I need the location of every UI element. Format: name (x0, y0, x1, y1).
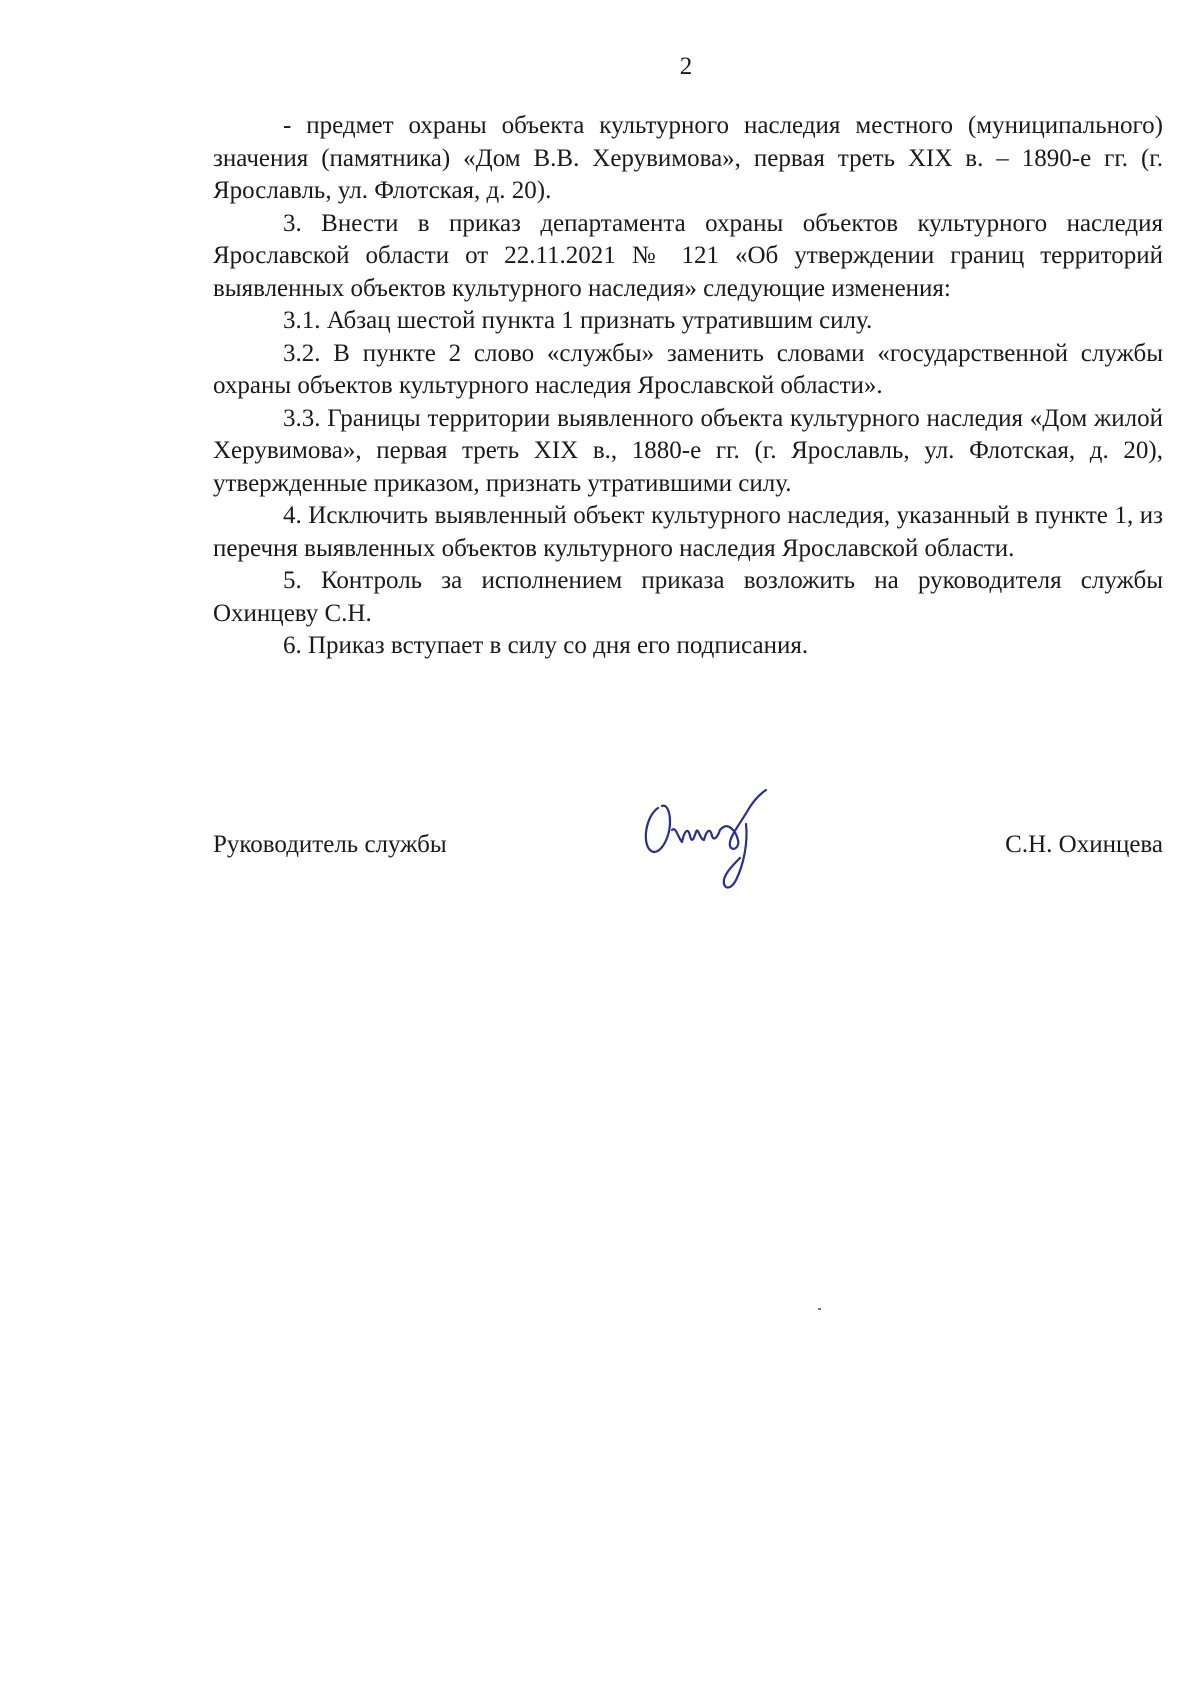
paragraph-6-effective: 6. Приказ вступает в силу со дня его подписания. (283, 632, 809, 659)
paragraph-3-3: 3.3. Границы территории выявленного объекта культурного наследия «Дом жилой Херувимова», первая треть XIX в., 1880-е гг. (г. Ярославль, ул. Флотская, д. 20), утвержденные приказом, признать утратившими силу. (213, 404, 1163, 497)
paragraph-4-exclude: 4. Исключить выявленный объект культурного наследия, указанный в пункте 1, из перечня выявленных объектов культурного наследия Ярославской области. (213, 502, 1163, 562)
page-number: 2 (679, 53, 693, 80)
signature-stroke (646, 806, 670, 852)
paragraph-heritage-subject: - предмет охраны объекта культурного наследия местного (муниципального) значения (памятника) «Дом В.В. Херувимова», первая треть XIX в. – 1890-е гг. (г. Ярославль, ул. Флотская, д. 20). (213, 112, 1163, 204)
signer-title: Руководитель службы (213, 831, 447, 858)
paragraph-3-1: 3.1. Абзац шестой пункта 1 признать утратившим силу. (283, 307, 873, 334)
signer-name: С.Н. Охинцева (1005, 831, 1163, 858)
signature-stroke (672, 829, 720, 842)
handwritten-signature (636, 780, 796, 895)
document-body (213, 110, 1163, 663)
paragraph-3-2: 3.2. В пункте 2 слово «службы» заменить словами «государственной службы охраны объектов культурного наследия Ярославской области». (213, 339, 1163, 399)
paragraph-5-control: 5. Контроль за исполнением приказа возложить на руководителя службы Охинцеву С.Н. (213, 567, 1163, 627)
signature-stroke (720, 790, 766, 849)
signature-block (213, 780, 1163, 900)
scan-speck (818, 1308, 821, 1310)
paragraph-3-amend-order: 3. Внести в приказ департамента охраны объектов культурного наследия Ярославской области от 22.11.2021 № 121 «Об утверждении границ территорий выявленных объектов культурного наследия» следующие изменения: (213, 209, 1163, 302)
